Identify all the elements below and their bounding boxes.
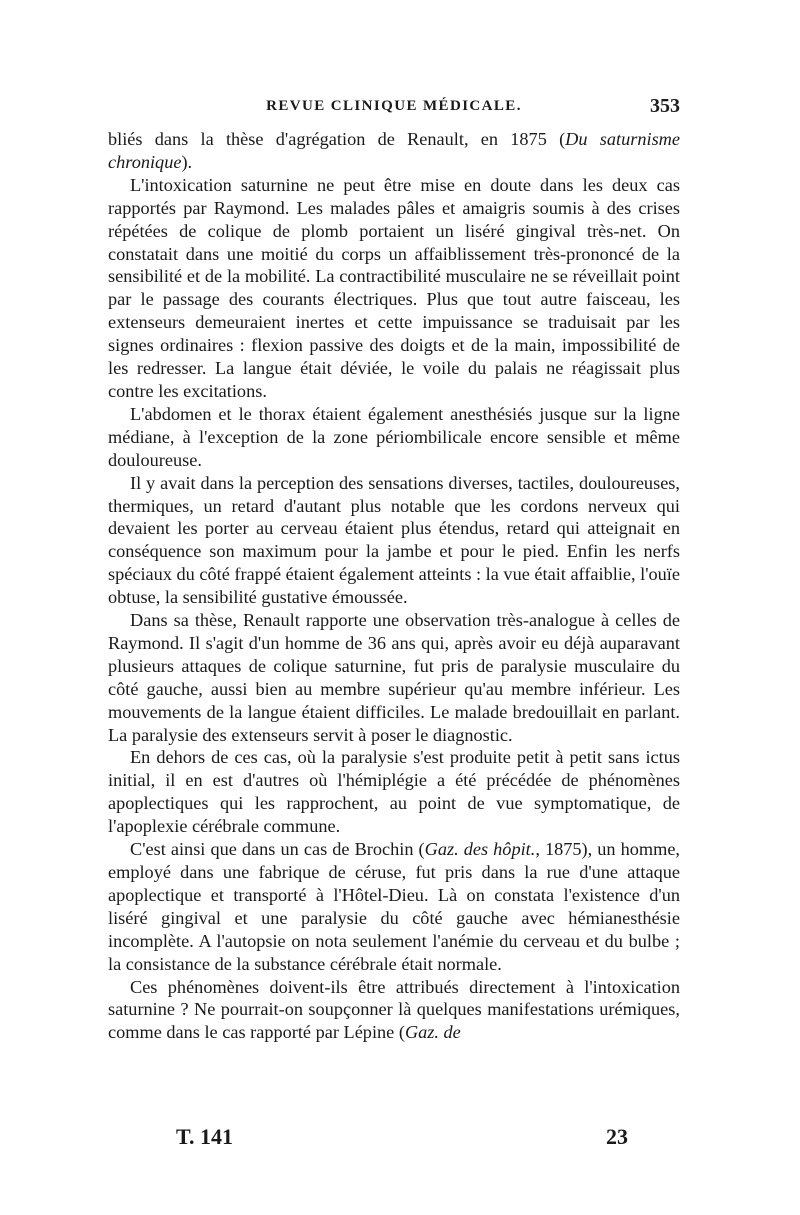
paragraph: En dehors de ces cas, où la paralysie s'est produite petit à petit sans ictus initial, il en est d'autres où l'hémiplégie a été précédée de phénomènes apoplectiques qui les rapprochent, au point de vue symptomatique, de l'apoplexie cérébrale commune.: [108, 747, 680, 837]
body-text: [108, 128, 680, 1044]
paragraph: C'est ainsi que dans un cas de Brochin (Gaz. des hôpit., 1875), un homme, employé dans une fabrique de céruse, fut pris dans la rue d'une attaque apoplectique et transporté à l'Hôtel-Dieu. Là on constata l'existence d'un liséré gingival et une paralysie du côté gauche avec hémianesthésie incomplète. A l'autopsie on nota seulement l'anémie du cerveau et du bulbe ; la consistance de la substance cérébrale était normale.: [108, 839, 681, 974]
paragraph: L'intoxication saturnine ne peut être mise en doute dans les deux cas rapportés par Raymond. Les malades pâles et amaigris soumis à des crises répétées de colique de plomb portaient un liséré gingival très-net. On constatait dans une moitié du corps un affaiblissement très-prononcé de la sensibilité et de la mobilité. La contractibilité musculaire ne se réveillait point par le passage des courants électriques. Plus que tout autre faisceau, les extenseurs demeuraient inertes et cette impuissance se traduisait par les signes ordinaires : flexion passive des doigts et de la main, impossibilité de les redresser. La langue était déviée, le voile du palais ne réagissait plus contre les excitations.: [108, 174, 680, 401]
paragraph: Dans sa thèse, Renault rapporte une observation très-analogue à celles de Raymond. Il s'agit d'un homme de 36 ans qui, après avoir eu déjà auparavant plusieurs attaques de colique saturnine, fut pris de paralysie musculaire du côté gauche, aussi bien au membre supérieur qu'au membre inférieur. Les mouvements de la langue étaient difficiles. Le malade bredouillait en parlant. La paralysie des extenseurs servit à poser le diagnostic.: [108, 610, 680, 745]
page-footer: [176, 1124, 628, 1154]
page-number: 353: [650, 95, 680, 117]
paragraph-continuation: bliés dans la thèse d'agrégation de Renault, en 1875 (Du saturnisme chronique).: [108, 129, 680, 172]
running-title: REVUE CLINIQUE MÉDICALE.: [266, 98, 522, 114]
paragraph: Ces phénomènes doivent-ils être attribués directement à l'intoxication saturnine ? Ne pourrait-on soupçonner là quelques manifestations urémiques, comme dans le cas rapporté par Lépine (Gaz. de: [108, 976, 680, 1043]
volume-signature: T. 141: [176, 1124, 234, 1149]
paragraph: Il y avait dans la perception des sensations diverses, tactiles, douloureuses, thermiques, un retard d'autant plus notable que les cordons nerveux qui devaient les porter au cerveau étaient plus étendus, retard qui atteignait en conséquence son maximum pour la jambe et pour le pied. Enfin les nerfs spéciaux du côté frappé étaient également atteints : la vue était affaiblie, l'ouïe obtuse, la sensibilité gustative émoussée.: [108, 472, 680, 608]
paragraph: L'abdomen et le thorax étaient également anesthésiés jusque sur la ligne médiane, à l'exception de la zone périombilicale encore sensible et même douloureuse.: [108, 403, 680, 470]
sheet-number: 23: [606, 1124, 628, 1149]
running-header: [108, 95, 680, 124]
